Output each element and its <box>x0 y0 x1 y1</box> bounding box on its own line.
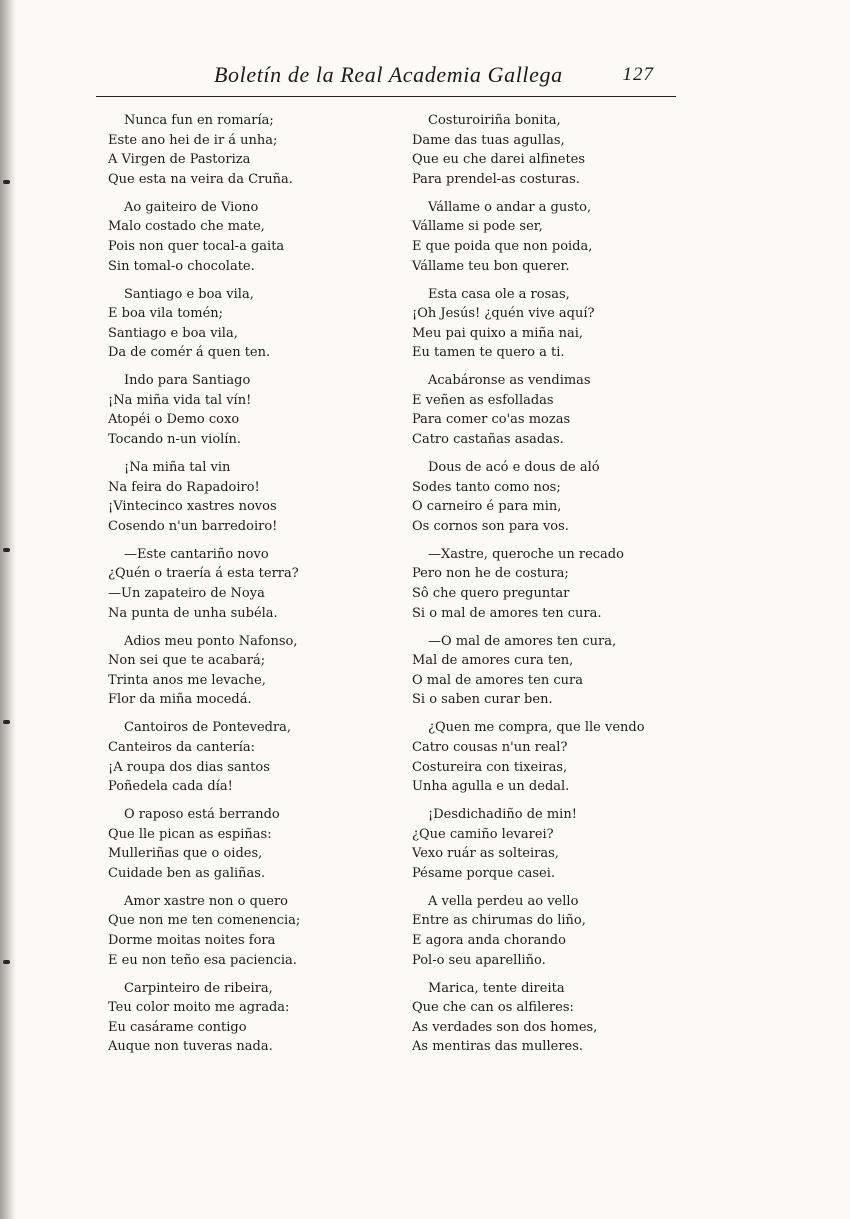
verse-line: Nunca fun en romaría; <box>124 113 274 128</box>
verse-line: Malo costado che mate, <box>108 219 265 235</box>
verse-line: Santiago e boa vila, <box>124 286 254 302</box>
stanza <box>412 545 702 623</box>
verse-line: Os cornos son para vos. <box>412 518 569 534</box>
stanza <box>108 458 398 536</box>
stanza <box>108 111 398 189</box>
verse-line: Cantoiros de Pontevedra, <box>124 720 292 736</box>
verse-line: Que eu che darei alfinetes <box>412 152 586 168</box>
verse-line: Na feira do Rapadoiro! <box>108 479 260 495</box>
verse-line: A vella perdeu ao vello <box>428 893 579 909</box>
verse-line: Que esta na veira da Cruña. <box>108 171 293 187</box>
verse-line: Que lle pican as espiñas: <box>108 826 272 842</box>
stanza <box>412 632 702 710</box>
stanza <box>412 198 702 276</box>
stanza <box>412 458 702 536</box>
verse-line: ¡Desdichadiño de min! <box>428 807 577 823</box>
verse-line: —Este cantariño novo <box>124 546 269 562</box>
verse-line: As mentiras das mulleres. <box>412 1039 584 1055</box>
verse-line: Vállame si pode ser, <box>412 219 543 235</box>
verse-line: Unha agulla e un dedal. <box>412 779 570 795</box>
verse-line: ¡A roupa dos dias santos <box>108 759 270 775</box>
verse-line: Para comer co'as mozas <box>412 412 571 428</box>
verse-line: Indo para Santiago <box>124 373 251 389</box>
verse-line: Auque non tuveras nada. <box>108 1039 273 1055</box>
verse-line: As verdades son dos homes, <box>412 1019 598 1035</box>
verse-line: Ao gaiteiro de Viono <box>124 199 259 215</box>
stanza <box>108 979 398 1057</box>
verse-line: —O mal de amores ten cura, <box>428 633 617 649</box>
left-column <box>108 111 398 1057</box>
verse-line: E boa vila tomén; <box>108 306 224 322</box>
binding-speck <box>3 548 10 552</box>
verse-line: Canteiros da cantería: <box>108 739 256 755</box>
verse-line: Sodes tanto como nos; <box>412 479 561 495</box>
verse-line: Sô che quero preguntar <box>412 586 570 602</box>
page-number: 127 <box>622 64 654 85</box>
verse-line: Mal de amores cura ten, <box>412 653 574 669</box>
verse-line: Pésame porque casei. <box>412 865 555 881</box>
verse-line: Eu casárame contigo <box>108 1019 247 1035</box>
stanza <box>412 371 702 449</box>
verse-line: Esta casa ole a rosas, <box>428 286 570 302</box>
verse-line: O carneiro é para min, <box>412 499 562 515</box>
verse-line: Atopéi o Demo coxo <box>108 412 240 428</box>
stanza <box>412 979 702 1057</box>
verse-line: ¡Vintecinco xastres novos <box>108 499 277 515</box>
verse-line: Trinta anos me levache, <box>108 672 266 688</box>
verse-line: —Xastre, queroche un recado <box>428 546 624 562</box>
verse-line: Si o saben curar ben. <box>412 692 553 708</box>
verse-line: Flor da miña mocedá. <box>108 692 252 708</box>
verse-line: Poñedela cada día! <box>108 779 233 795</box>
verse-line: Santiago e boa vila, <box>108 325 238 341</box>
verse-line: ¿Quén o traería á esta terra? <box>108 566 299 582</box>
verse-line: Teu color moito me agrada: <box>108 1000 290 1016</box>
verse-line: E que poida que non poida, <box>412 238 593 254</box>
stanza <box>108 805 398 883</box>
stanza <box>108 718 398 796</box>
verse-line: O raposo está berrando <box>124 807 280 823</box>
verse-line: ¿Quen me compra, que lle vendo <box>428 720 645 736</box>
verse-line: Catro castañas asadas. <box>412 432 564 448</box>
verse-line: Dorme moitas noites fora <box>108 933 276 949</box>
binding-speck <box>3 960 10 964</box>
verse-line: Meu pai quixo a miña nai, <box>412 325 584 341</box>
binding-speck <box>3 720 10 724</box>
verse-line: Carpinteiro de ribeira, <box>124 980 273 996</box>
verse-line: Marica, tente direita <box>428 980 565 996</box>
verse-line: ¿Que camiño levarei? <box>412 826 554 842</box>
stanza <box>412 285 702 363</box>
verse-line: ¡Na miña vida tal vín! <box>108 392 252 408</box>
verse-line: Que non me ten comenencia; <box>108 913 301 929</box>
running-title: Boletín de la Real Academia Gallega <box>214 62 563 87</box>
stanza <box>108 892 398 970</box>
verse-line: Tocando n-un violín. <box>108 432 241 448</box>
verse-line: Pois non quer tocal-a gaita <box>108 238 285 254</box>
verse-line: Que che can os alfileres: <box>412 1000 574 1016</box>
verse-line: Costuroiriña bonita, <box>428 113 561 128</box>
stanza <box>108 198 398 276</box>
verse-line: Adios meu ponto Nafonso, <box>124 633 298 649</box>
verse-line: E agora anda chorando <box>412 933 566 949</box>
verse-line: Dous de acó e dous de aló <box>428 460 600 476</box>
verse-line: Na punta de unha subéla. <box>108 605 278 621</box>
verse-line: Pero non he de costura; <box>412 566 569 582</box>
verse-line: Mulleriñas que o oides, <box>108 846 263 862</box>
verse-line: Sin tomal-o chocolate. <box>108 258 255 274</box>
verse-line: Acabáronse as vendimas <box>428 373 591 389</box>
stanza <box>412 892 702 970</box>
page-header <box>96 60 676 97</box>
verse-line: —Un zapateiro de Noya <box>108 586 265 602</box>
verse-line: Non sei que te acabará; <box>108 653 266 669</box>
verse-line: Cosendo n'un barredoiro! <box>108 518 278 534</box>
stanza <box>412 805 702 883</box>
verse-line: Pol-o seu aparelliño. <box>412 952 546 968</box>
verse-line: O mal de amores ten cura <box>412 672 583 688</box>
binding-speck <box>3 180 10 184</box>
verse-line: Eu tamen te quero a ti. <box>412 345 565 361</box>
right-column <box>412 111 702 1057</box>
verse-line: Amor xastre non o quero <box>124 893 288 909</box>
verse-line: Cuidade ben as galiñas. <box>108 865 266 881</box>
verse-line: A Virgen de Pastoriza <box>108 152 251 168</box>
verse-line: Para prendel-as costuras. <box>412 171 580 187</box>
verse-line: Costureira con tixeiras, <box>412 759 568 775</box>
stanza <box>412 718 702 796</box>
verse-line: Vexo ruár as solteiras, <box>412 846 559 862</box>
stanza <box>108 371 398 449</box>
stanza <box>412 111 702 189</box>
verse-line: Este ano hei de ir á unha; <box>108 132 278 148</box>
verse-line: Vállame teu bon querer. <box>412 258 570 274</box>
verse-line: ¡Na miña tal vin <box>124 460 231 476</box>
stanza <box>108 632 398 710</box>
stanza <box>108 285 398 363</box>
verse-line: Da de comér á quen ten. <box>108 345 271 361</box>
verse-line: Si o mal de amores ten cura. <box>412 605 602 621</box>
verse-line: E veñen as esfolladas <box>412 392 554 408</box>
verse-line: Entre as chirumas do liño, <box>412 913 586 929</box>
verse-line: Catro cousas n'un real? <box>412 739 568 755</box>
verse-line: Vállame o andar a gusto, <box>428 199 592 215</box>
stanza <box>108 545 398 623</box>
verse-line: E eu non teño esa paciencia. <box>108 952 297 968</box>
verse-line: Dame das tuas agullas, <box>412 132 565 148</box>
verse-line: ¡Oh Jesús! ¿quén vive aquí? <box>412 306 595 322</box>
